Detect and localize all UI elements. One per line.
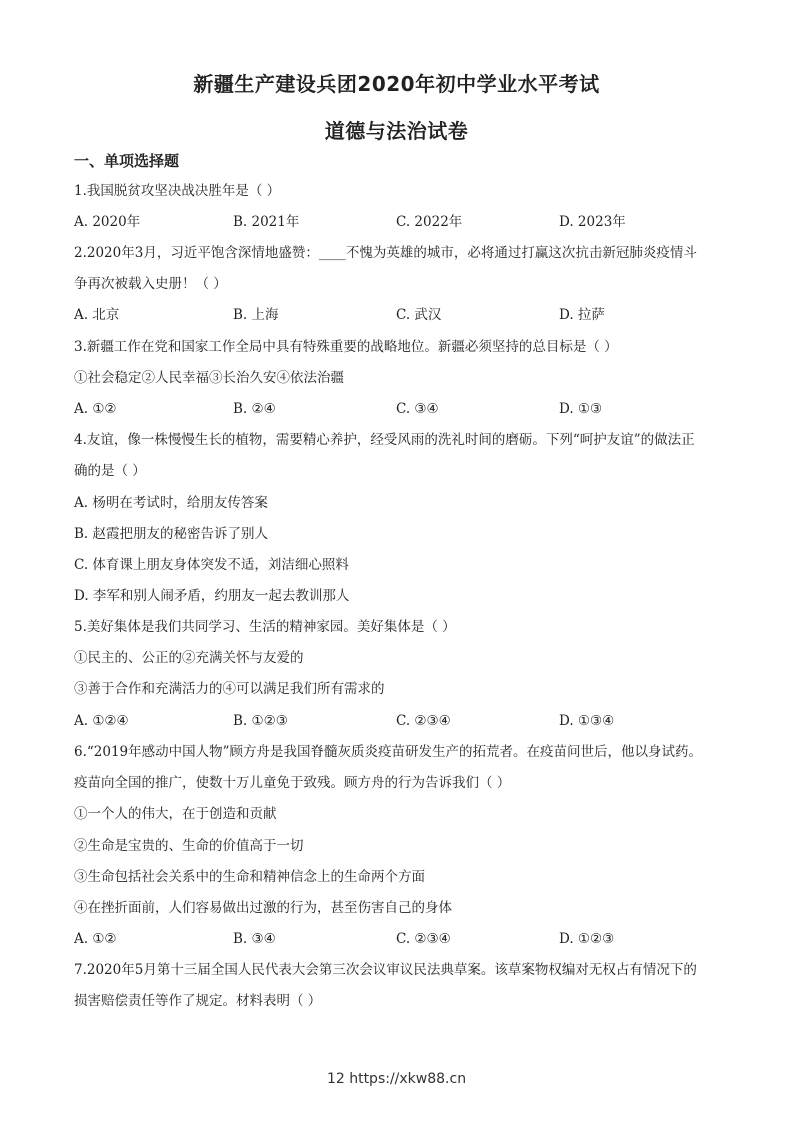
q5-option-b: B. ①②③ xyxy=(233,713,288,729)
question-3-line-2: ①社会稳定②人民幸福③长治久安④依法治疆 xyxy=(74,370,344,386)
question-6-line-5: ③生命包括社会关系中的生命和精神信念上的生命两个方面 xyxy=(74,869,425,885)
question-6-line-6: ④在挫折面前，人们容易做出过激的行为，甚至伤害自己的身体 xyxy=(74,900,452,916)
q3-option-b: B. ②④ xyxy=(233,401,276,417)
question-5-line-3: ③善于合作和充满活力的④可以满足我们所有需求的 xyxy=(74,681,385,697)
q1-option-b: B. 2021年 xyxy=(233,214,300,230)
page-footer: 12 https://xkw88.cn xyxy=(326,1071,467,1087)
section-heading: 一、单项选择题 xyxy=(74,152,180,170)
exam-title: 新疆生产建设兵团2020年初中学业水平考试 xyxy=(193,72,600,96)
question-2-line-1: 2.2020年3月，习近平饱含深情地盛赞：____不愧为英雄的城市，必将通过打赢这次抗击新冠肺炎疫情斗 xyxy=(74,245,697,261)
question-6-line-2: 疫苗向全国的推广，使数十万儿童免于致残。顾方舟的行为告诉我们（ ） xyxy=(74,775,511,791)
question-7-line-1: 7.2020年5月第十三届全国人民代表大会第三次会议审议民法典草案。该草案物权编对无权占有情况下的 xyxy=(74,962,697,978)
question-3-line-1: 3.新疆工作在党和国家工作全局中具有特殊重要的战略地位。新疆必须坚持的总目标是（ ） xyxy=(74,339,618,355)
q6-option-d: D. ①②③ xyxy=(559,931,615,947)
q1-option-d: D. 2023年 xyxy=(559,214,626,230)
q4-option-d: D. 李军和别人闹矛盾，约朋友一起去教训那人 xyxy=(74,588,350,604)
q3-option-a: A. ①② xyxy=(74,401,117,417)
question-7-line-2: 损害赔偿责任等作了规定。材料表明（ ） xyxy=(74,993,322,1009)
q3-option-c: C. ③④ xyxy=(396,401,439,417)
question-5-line-2: ①民主的、公正的②充满关怀与友爱的 xyxy=(74,650,304,666)
q6-option-c: C. ②③④ xyxy=(396,931,451,947)
question-1-line-1: 1.我国脱贫攻坚决战决胜年是（ ） xyxy=(74,183,281,199)
q2-option-b: B. 上海 xyxy=(233,307,279,323)
question-6-line-3: ①一个人的伟大，在于创造和贡献 xyxy=(74,806,277,822)
q3-option-d: D. ①③ xyxy=(559,401,603,417)
q2-option-c: C. 武汉 xyxy=(396,307,442,323)
q1-option-a: A. 2020年 xyxy=(74,214,141,230)
q6-option-a: A. ①② xyxy=(74,931,117,947)
question-4-line-1: 4.友谊，像一株慢慢生长的植物，需要精心养护，经受风雨的洗礼时间的磨砺。下列“呵护友谊”的做法正 xyxy=(74,432,695,448)
question-5-line-1: 5.美好集体是我们共同学习、生活的精神家园。美好集体是（ ） xyxy=(74,619,456,635)
question-4-line-2: 确的是（ ） xyxy=(74,463,146,479)
q5-option-a: A. ①②④ xyxy=(74,713,129,729)
q2-option-a: A. 北京 xyxy=(74,307,120,323)
exam-subtitle: 道德与法治试卷 xyxy=(324,119,469,143)
question-6-line-1: 6.“2019年感动中国人物”顾方舟是我国脊髓灰质炎疫苗研发生产的拓荒者。在疫苗问世后，他以身试药。 xyxy=(74,744,703,760)
q4-option-a: A. 杨明在考试时，给朋友传答案 xyxy=(74,495,268,511)
q4-option-b: B. 赵霞把朋友的秘密告诉了别人 xyxy=(74,526,269,542)
q5-option-d: D. ①③④ xyxy=(559,713,615,729)
q6-option-b: B. ③④ xyxy=(233,931,276,947)
q2-option-d: D. 拉萨 xyxy=(559,307,605,323)
question-6-line-4: ②生命是宝贵的、生命的价值高于一切 xyxy=(74,838,304,854)
question-2-line-2: 争再次被载入史册！（ ） xyxy=(74,276,227,292)
q5-option-c: C. ②③④ xyxy=(396,713,451,729)
q4-option-c: C. 体育课上朋友身体突发不适，刘洁细心照料 xyxy=(74,557,349,573)
q1-option-c: C. 2022年 xyxy=(396,214,463,230)
